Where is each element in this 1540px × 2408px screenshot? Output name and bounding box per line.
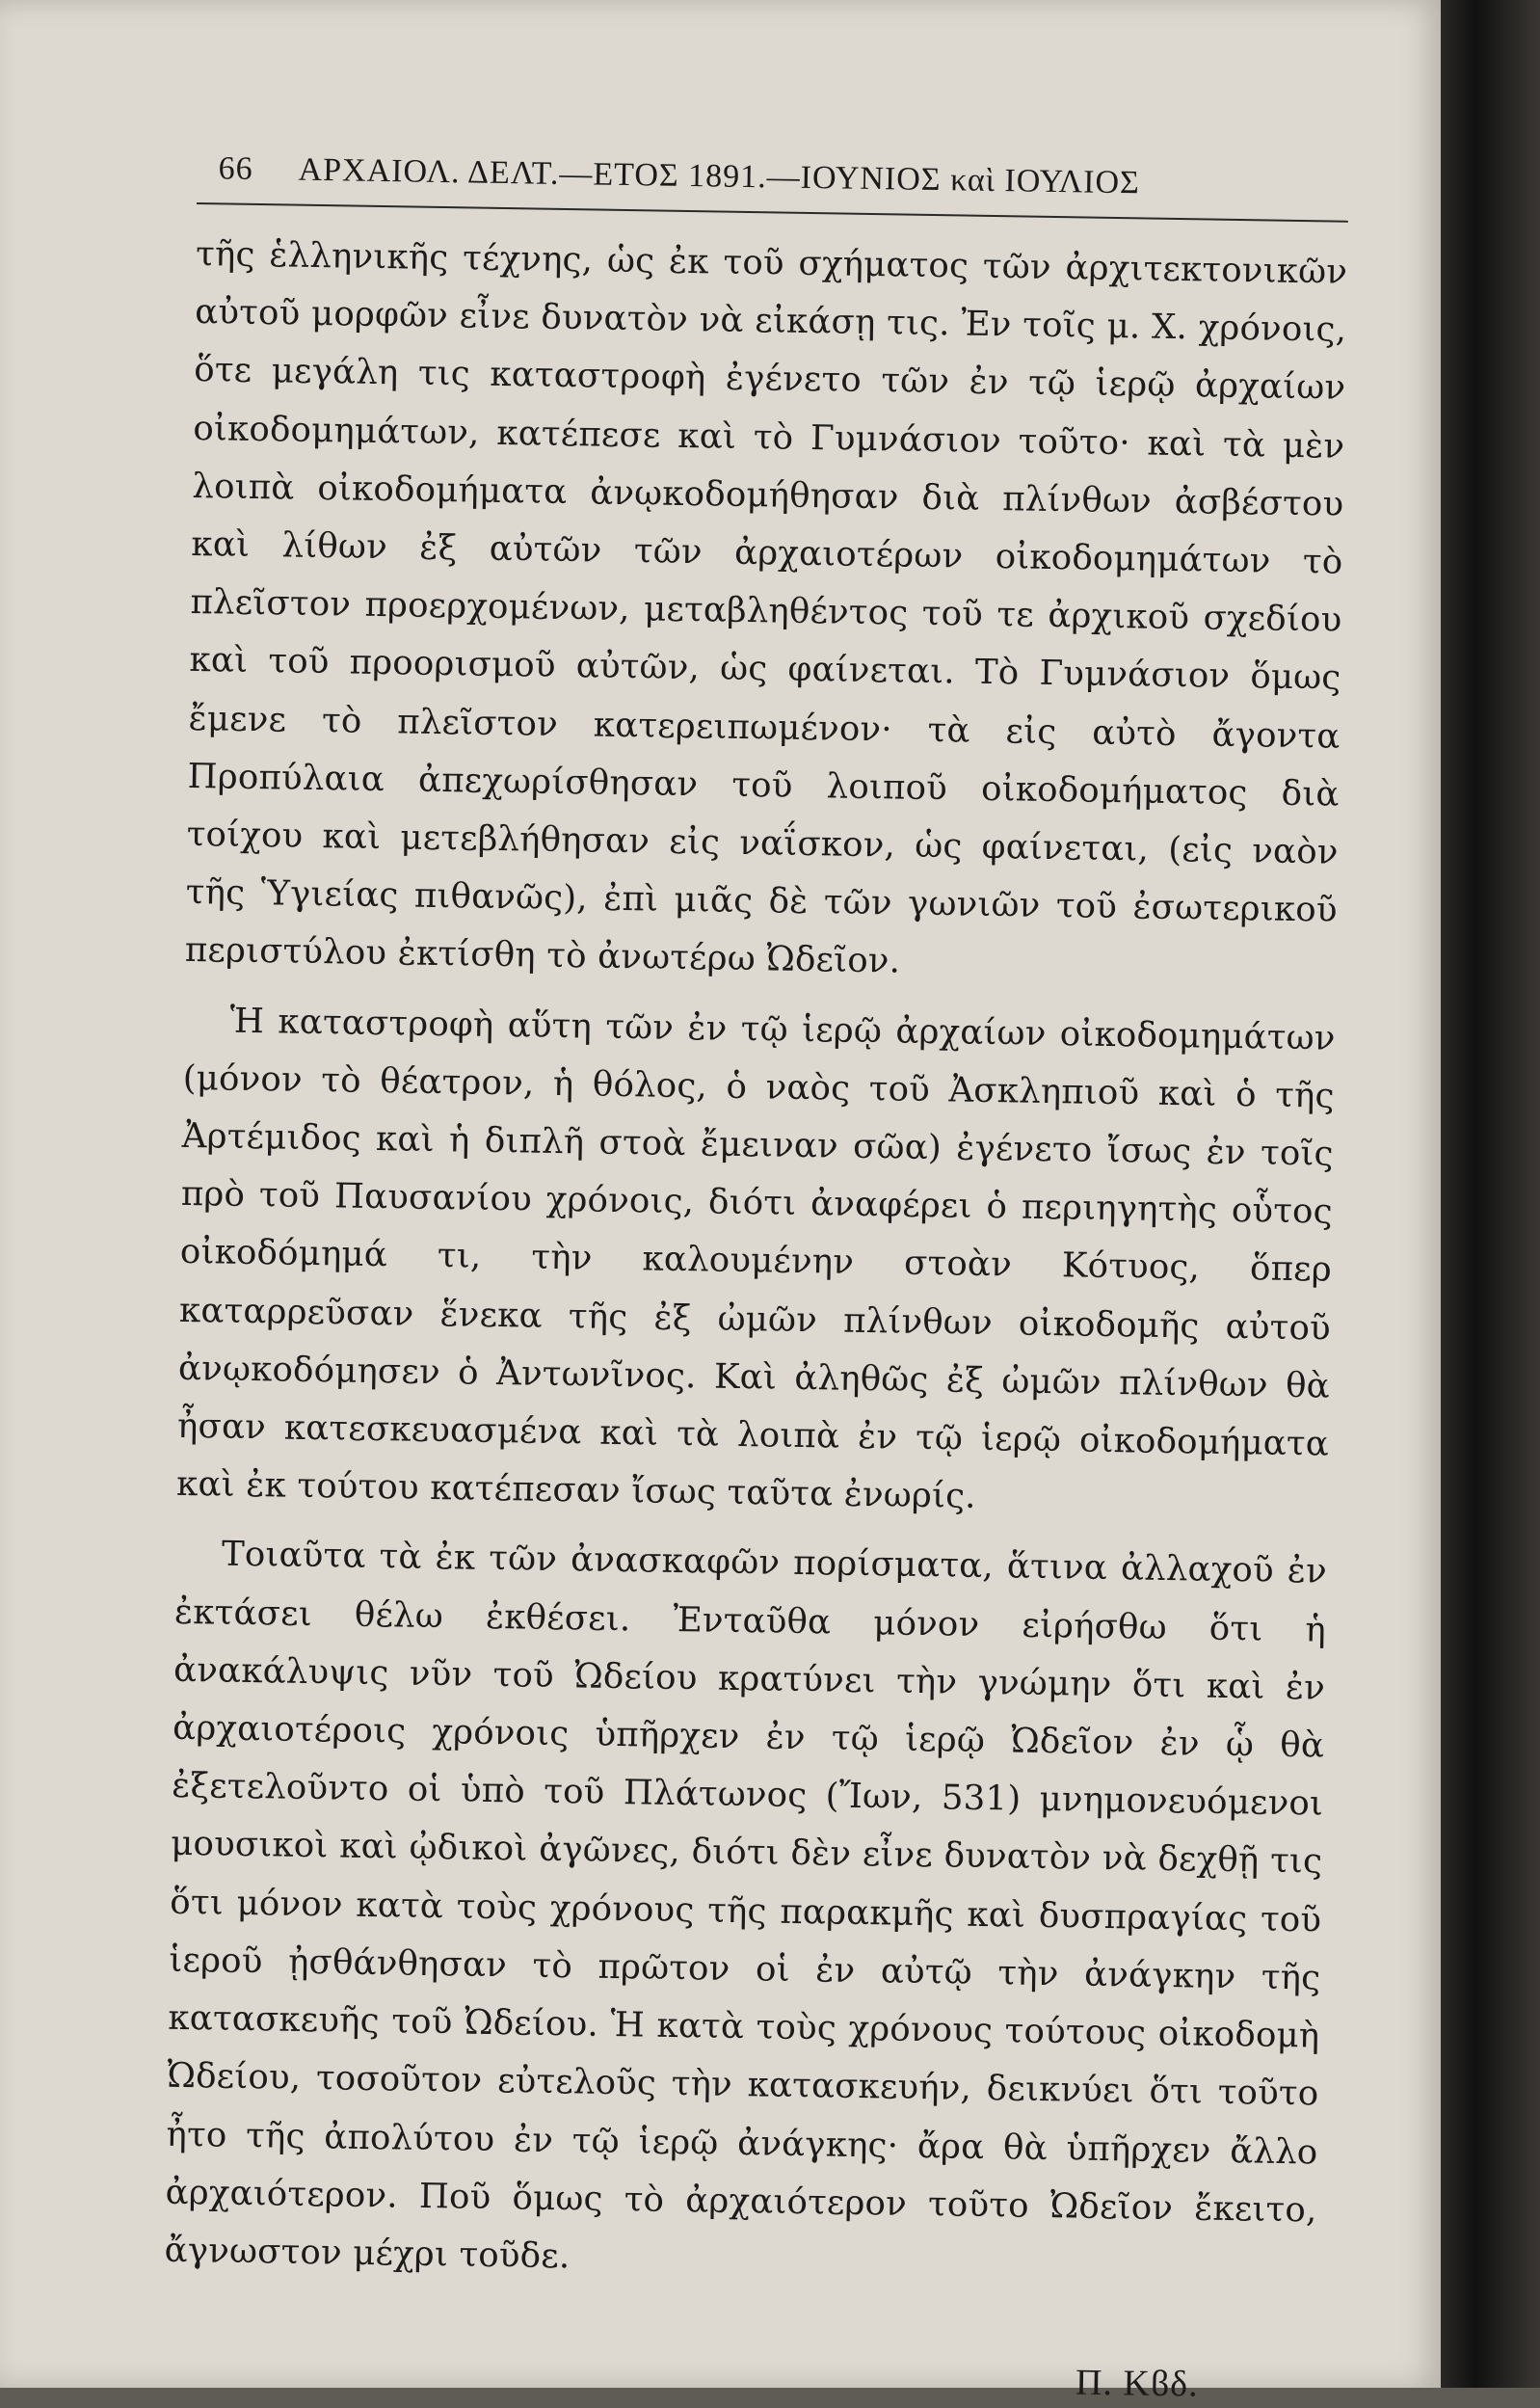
paragraph-2	[176, 992, 1336, 1533]
page-number: 66	[218, 150, 253, 187]
paragraph-indent	[184, 1031, 230, 1032]
paragraph-3	[164, 1525, 1327, 2297]
printed-text-block	[162, 145, 1348, 2408]
running-title: ΑΡΧΑΙΟΛ. ΔΕΛΤ.—ΕΤΟΣ 1891.—ΙΟΥΝΙΟΣ καὶ ΙΟΥΛΙΟΣ	[298, 151, 1141, 201]
running-header	[197, 145, 1349, 221]
book-gutter-shadow	[1441, 0, 1540, 2388]
paragraph-1: τῆς ἑλληνικῆς τέχνης, ὡς ἐκ τοῦ σχήματος τῶν ἀρχιτεκτονικῶν αὐτοῦ μορφῶν εἶνε δυνατὸν νὰ εἰκάσῃ τις. Ἐν τοῖς μ. Χ. χρόνοις, ὅτε μεγάλη τις καταστροφὴ ἐγένετο τῶν ἐν τῷ ἱερῷ ἀρχαίων οἰκοδομημάτων, κατέπεσε καὶ τὸ Γυμνάσιον τοῦτο· καὶ τὰ μὲν λοιπὰ οἰκοδομήματα ἀνῳκοδομήθησαν διὰ πλίνθων ἀσβέστου καὶ λίθων ἐξ αὐτῶν τῶν ἀρχαιοτέρων οἰκοδομημάτων τὸ πλεῖστον προερχομένων, μεταβληθέντος τοῦ τε ἀρχικοῦ σχεδίου καὶ τοῦ προορισμοῦ αὐτῶν, ὡς φαίνεται. Τὸ Γυμνάσιον ὅμως ἔμενε τὸ πλεῖστον κατερειπωμένον· τὰ εἰς αὐτὸ ἄγοντα Προπύλαια ἀπεχωρίσθησαν τοῦ λοιποῦ οἰκοδομήματος διὰ τοίχου καὶ μετεβλήθησαν εἰς ναΐσκον, ὡς φαίνεται, (εἰς ναὸν τῆς Ὑγιείας πιθανῶς), ἐπὶ μιᾶς δὲ τῶν γωνιῶν τοῦ ἐσωτερικοῦ περιστύλου ἐκτίσθη τὸ ἀνωτέρω Ὠδεῖον.	[184, 233, 1348, 981]
paragraph-3-text: Τοιαῦτα τὰ ἐκ τῶν ἀνασκαφῶν πορίσματα, ἅτινα ἀλλαχοῦ ἐν ἐκτάσει θέλω ἐκθέσει. Ἐνταῦθα μόνον εἰρήσθω ὅτι ἡ ἀνακάλυψις νῦν τοῦ Ὠδείου κρατύνει τὴν γνώμην ὅτι καὶ ἐν ἀρχαιοτέροις χρόνοις ὑπῆρχεν ἐν τῷ ἱερῷ Ὠδεῖον ἐν ᾧ θὰ ἐξετελοῦντο οἱ ὑπὸ τοῦ Πλάτωνος (Ἴων, 531) μνημονευόμενοι μουσικοὶ καὶ ᾠδικοὶ ἀγῶνες, διότι δὲν εἶνε δυνατὸν νὰ δεχθῇ τις ὅτι μόνον κατὰ τοὺς χρόνους τῆς παρακμῆς καὶ δυσπραγίας τοῦ ἱεροῦ ᾐσθάνθησαν τὸ πρῶτον οἱ ἐν αὐτῷ τὴν ἀνάγκην τῆς κατασκευῆς τοῦ Ὠδείου. Ἡ κατὰ τοὺς χρόνους τούτους οἰκοδομὴ Ὠδείου, τοσοῦτον εὐτελοῦς τὴν κατασκευήν, δεικνύει ὅτι τοῦτο ἦτο τῆς ἀπολύτου ἐν τῷ ἱερῷ ἀνάγκης· ἄρα θὰ ὑπῆρχεν ἄλλο ἀρχαιότερον. Ποῦ ὅμως τὸ ἀρχαιότερον τοῦτο Ὠδεῖον ἔκειτο, ἄγνωστον μέχρι τοῦδε.	[164, 1535, 1328, 2277]
paragraph-2-text: Ἡ καταστροφὴ αὕτη τῶν ἐν τῷ ἱερῷ ἀρχαίων οἰκοδομημάτων (μόνον τὸ θέατρον, ἡ θόλος, ὁ ναὸς τοῦ Ἀσκληπιοῦ καὶ ὁ τῆς Ἀρτέμιδος καὶ ἡ διπλῆ στοὰ ἔμειναν σῶα) ἐγένετο ἴσως ἐν τοῖς πρὸ τοῦ Παυσανίου χρόνοις, διότι ἀναφέρει ὁ περιηγητὴς οὗτος οἰκοδόμημά τι, τὴν καλουμένην στοὰν Κότυος, ὅπερ καταρρεῦσαν ἕνεκα τῆς ἐξ ὠμῶν πλίνθων οἰκοδομῆς αὐτοῦ ἀνῳκοδόμησεν ὁ Ἀντωνῖνος. Καὶ ἀληθῶς ἐξ ὠμῶν πλίνθων θὰ ἦσαν κατεσκευασμένα καὶ τὰ λοιπὰ ἐν τῷ ἱερῷ οἰκοδομήματα καὶ ἐκ τούτου κατέπεσαν ἴσως ταῦτα ἐνωρίς.	[175, 1001, 1336, 1517]
author-signature: Π. Κϐδ.	[1075, 2362, 1199, 2405]
